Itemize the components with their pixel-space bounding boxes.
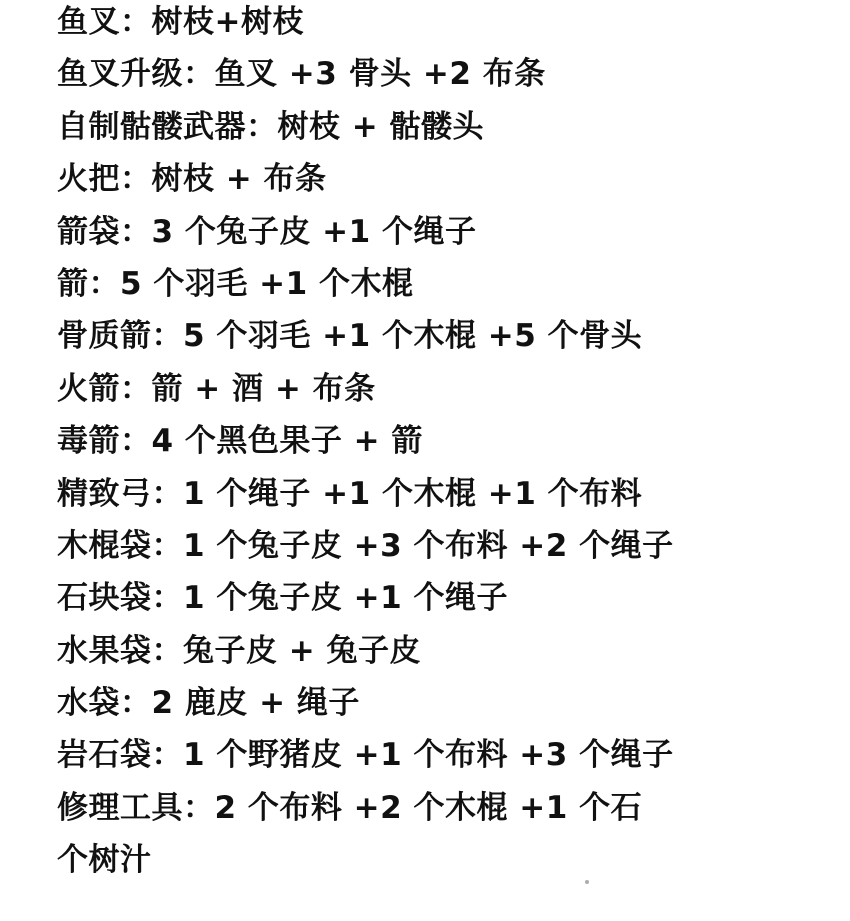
recipe-list	[57, 0, 837, 887]
recipe-line: 石块袋：1 个兔子皮 +1 个绳子	[57, 580, 508, 617]
recipe-line: 岩石袋：1 个野猪皮 +1 个布料 +3 个绳子	[57, 737, 674, 774]
recipe-line: 火箭：箭 + 酒 + 布条	[57, 370, 376, 407]
recipe-line: 毒箭：4 个黑色果子 + 箭	[57, 423, 423, 460]
recipe-line: 修理工具：2 个布料 +2 个木棍 +1 个石	[57, 789, 643, 826]
recipe-line: 水果袋：兔子皮 + 兔子皮	[57, 632, 422, 669]
recipe-line: 鱼叉升级：鱼叉 +3 骨头 +2 布条	[57, 56, 546, 93]
recipe-line: 箭袋：3 个兔子皮 +1 个绳子	[57, 213, 477, 250]
recipe-line: 鱼叉：树枝+树枝	[57, 4, 304, 40]
recipe-line: 自制骷髅武器：树枝 + 骷髅头	[57, 108, 485, 145]
recipe-line: 箭：5 个羽毛 +1 个木棍	[57, 265, 414, 302]
image-speck	[585, 880, 589, 884]
recipe-line: 木棍袋：1 个兔子皮 +3 个布料 +2 个绳子	[57, 527, 674, 564]
recipe-line: 火把：树枝 + 布条	[57, 161, 327, 198]
recipe-line: 个树汁	[57, 842, 152, 879]
recipe-line: 骨质箭：5 个羽毛 +1 个木棍 +5 个骨头	[57, 318, 643, 355]
recipe-line: 精致弓：1 个绳子 +1 个木棍 +1 个布料	[57, 475, 643, 512]
recipe-line: 水袋：2 鹿皮 + 绳子	[57, 685, 360, 722]
